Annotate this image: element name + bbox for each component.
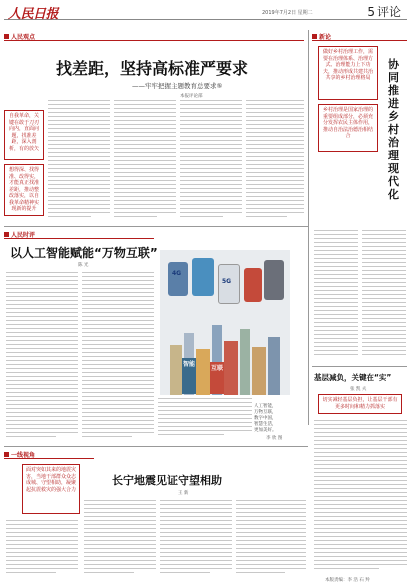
page-number-section [367,3,401,20]
phone-graphic [264,260,284,300]
section-tag-label: 人民观点 [11,33,36,41]
phone-graphic [192,258,214,296]
section-tag-renmin-guandian [4,32,304,41]
pull-quote-text: 做好乡村治理工作，需要在治理体系、治理方式、治理能力上下功夫，推动形成共建共治共享的乡村治理格局 [322,49,373,81]
pull-quote-box [4,110,44,160]
pull-quote-text: 切实减轻基层负担，让基层干部有更多时间和精力抓落实 [322,397,398,410]
article-text-column [114,100,176,222]
building-graphic [170,345,182,395]
article-text-column [160,500,232,578]
tag-square-icon [4,34,9,39]
headline-ai: 以人工智能赋能“万物互联” [10,246,158,260]
illustration-smart-city [160,250,290,395]
page-footer-editors: 本版责编：李 浩 石 羚 [325,578,370,583]
article-text-column [180,100,242,222]
article-text-column [314,230,358,360]
section-divider [4,226,308,227]
article-text-column [236,500,306,578]
article-text-column [6,272,78,442]
section-tag-xinlun [312,32,407,41]
pull-quote-box-2 [4,164,44,216]
pull-quote-box-xinlun [318,46,378,100]
section-tag-label: 一线视角 [11,451,36,459]
section-tag-yixian-shijiao [4,450,94,459]
building-graphic [196,349,210,395]
tag-square-icon [4,232,9,237]
article-text-column [6,520,78,578]
section-tag-renmin-shiping [4,230,154,239]
article-text-column [246,100,304,222]
illustration-credit: 李 欣 图 [266,436,283,441]
headline-jiceng: 基层减负，关键在“实” [314,373,392,382]
pull-quote-box-jiceng [318,394,402,414]
column-divider [308,30,309,425]
section-name: 评论 [376,5,401,19]
article-text-column [84,500,156,578]
building-graphic [224,341,238,395]
masthead [4,2,407,20]
section-tag-label: 新论 [319,33,332,41]
pull-quote-box-changning [22,464,80,514]
building-graphic [268,337,280,395]
page-number: 5 [367,5,375,19]
pull-quote-text-2: 乡村治理是国家治理的重要组成部分，必须充分发挥农民主体作用，推动自治法治德治相结合 [322,107,373,139]
byline-main: 本报评论部 [180,94,203,99]
tag-4g: 4G [172,270,182,277]
byline-changning: 王 新 [178,491,189,496]
section-divider [4,446,308,447]
byline-ai: 陈 光 [78,263,89,268]
newspaper-logo: 人民日报 [8,7,59,22]
tag-square-icon [312,34,317,39]
phone-graphic [244,268,262,302]
dateline: 2019年7月2日 星期二 [262,10,313,16]
byline-jiceng: 张 凯 夫 [350,387,367,392]
section-tag-label: 人民时评 [11,231,36,239]
banner-panel: 互联 [210,362,224,394]
banner-panel: 智能 [182,358,196,394]
article-text-column [314,420,407,575]
pull-quote-text: 自我革命，关键在敢于刀刃向内，直面问题，找准差距，深入剖析，有的放矢 [8,113,39,152]
article-text-column [362,230,406,360]
article-text-column [82,272,154,442]
section-divider [312,366,407,367]
subtitle-main: ——牢牢把握主题教育总要求⑤ [132,82,223,90]
article-text-column [48,100,110,222]
phone-graphic [168,262,188,296]
pull-quote-text: 面对突如其来的地震灾害，当地干部群众众志成城、守望相助，凝聚起抗震救灾的强大合力 [25,467,76,493]
tag-5g: 5G [222,278,232,285]
headline-vertical: 协同推进乡村治理现代化 [388,58,399,201]
headline-main: 找差距，坚持高标准严要求 [56,59,249,78]
poem-block: 人工智能， 万物互联， 数字中国， 智慧生活， 更加美好。 [254,404,277,433]
article-text-column [158,398,252,440]
headline-changning: 长宁地震见证守望相助 [112,474,222,487]
pull-quote-text-2: 想得深、找得准、改得实，才能真正找准差距，推动整改落实，以自我革命精神实现新的提升 [8,167,39,212]
building-graphic [252,347,266,395]
tag-square-icon [4,452,9,457]
pull-quote-box-xinlun-2 [318,104,378,152]
building-graphic [240,329,250,395]
